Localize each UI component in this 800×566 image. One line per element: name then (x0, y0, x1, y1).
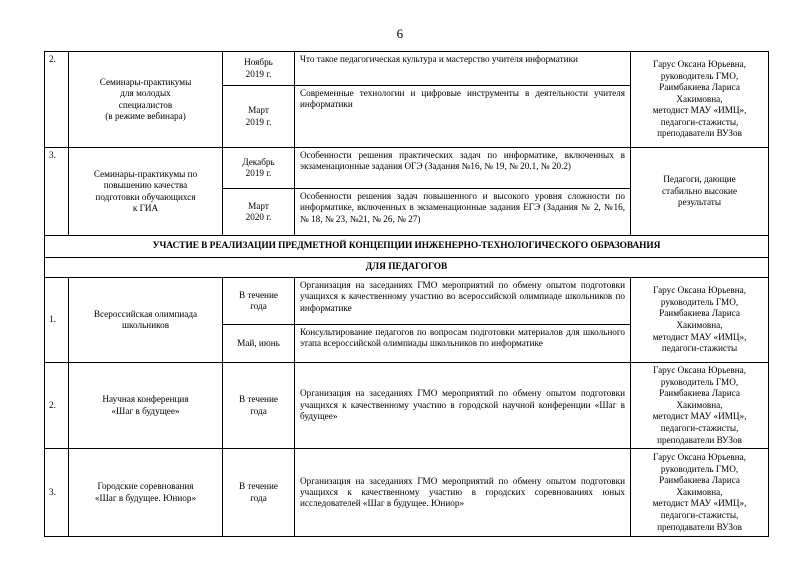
row-number: 3. (45, 148, 69, 236)
activity-content: Что такое педагогическая культура и мастерство учителя информатики (295, 52, 631, 86)
activity-name: Городские соревнования «Шаг в будущее. Юниор» (69, 449, 223, 537)
table-row (45, 52, 769, 86)
activity-date: В течение года (223, 363, 295, 449)
responsible-persons: Гарус Оксана Юрьевна, руководитель ГМО, Раимбакиева Лариса Хакимовна, методист МАУ «ИМЦ», педагоги-стажисты, преподаватели ВУЗов (631, 363, 769, 449)
activity-content: Организация на заседаниях ГМО мероприятий по обмену опытом подготовки учащихся к качественному участию во всероссийской олимпиаде школьников по информатике (295, 278, 631, 325)
activity-name: Научная конференция «Шаг в будущее» (69, 363, 223, 449)
activity-date: Май, июнь (223, 325, 295, 363)
row-number: 3. (45, 449, 69, 537)
responsible-persons: Гарус Оксана Юрьевна, руководитель ГМО, Раимбакиева Лариса Хакимовна, методист МАУ «ИМЦ», педагоги-стажисты, преподаватели ВУЗов (631, 52, 769, 148)
subsection-header: ДЛЯ ПЕДАГОГОВ (45, 258, 769, 278)
activity-content: Организация на заседаниях ГМО мероприятий по обмену опытом подготовки учащихся к качественному участию в городской научной конференции «Шаг в будущее» (295, 363, 631, 449)
activity-content: Особенности решения практических задач по информатике, включенных в экзаменационные задания ОГЭ (Задания №16, № 19, № 20.1, № 20.2) (295, 148, 631, 189)
table-row (45, 148, 769, 189)
page-number: 6 (396, 26, 404, 41)
section-header: УЧАСТИЕ В РЕАЛИЗАЦИИ ПРЕДМЕТНОЙ КОНЦЕПЦИИ ИНЖЕНЕРНО-ТЕХНОЛОГИЧЕСКОГО ОБРАЗОВАНИЯ (45, 236, 769, 258)
table-row (45, 363, 769, 449)
row-number: 2. (45, 363, 69, 449)
section-header-row (45, 236, 769, 258)
activity-date: Март 2020 г. (223, 189, 295, 236)
responsible-persons: Гарус Оксана Юрьевна, руководитель ГМО, Раимбакиева Лариса Хакимовна, методист МАУ «ИМЦ», педагоги-стажисты, преподаватели ВУЗов (631, 449, 769, 537)
table-row (45, 449, 769, 537)
activity-name: Семинары-практикумы по повышению качества подготовки обучающихся к ГИА (69, 148, 223, 236)
activity-content: Особенности решения задач повышенного и высокого уровня сложности по информатике, включенных в экзаменационные задания ЕГЭ (Задания № 2, №16, № 18, № 23, №21, № 26, № 27) (295, 189, 631, 236)
activity-content: Современные технологии и цифровые инструменты в деятельности учителя информатики (295, 86, 631, 148)
responsible-persons: Гарус Оксана Юрьевна, руководитель ГМО, Раимбакиева Лариса Хакимовна, методист МАУ «ИМЦ», педагоги-стажисты (631, 278, 769, 363)
subsection-header-row (45, 258, 769, 278)
activity-name: Семинары-практикумы для молодых специалистов (в режиме вебинара) (69, 52, 223, 148)
activity-date: Март 2019 г. (223, 86, 295, 148)
activity-name: Всероссийская олимпиада школьников (69, 278, 223, 363)
activity-plan-table (44, 51, 769, 537)
row-number: 1. (45, 278, 69, 363)
activity-date: Ноябрь 2019 г. (223, 52, 295, 86)
activity-content: Консультирование педагогов по вопросам подготовки материалов для школьного этапа всероссийской олимпиады школьников по информатике (295, 325, 631, 363)
responsible-persons: Педагоги, дающие стабильно высокие результаты (631, 148, 769, 236)
activity-content: Организация на заседаниях ГМО мероприятий по обмену опытом подготовки учащихся к качественному участию в городских соревнованиях юных исследователей «Шаг в будущее. Юниор» (295, 449, 631, 537)
table-row (45, 278, 769, 325)
activity-date: В течение года (223, 449, 295, 537)
activity-date: Декабрь 2019 г. (223, 148, 295, 189)
row-number: 2. (45, 52, 69, 148)
activity-date: В течение года (223, 278, 295, 325)
